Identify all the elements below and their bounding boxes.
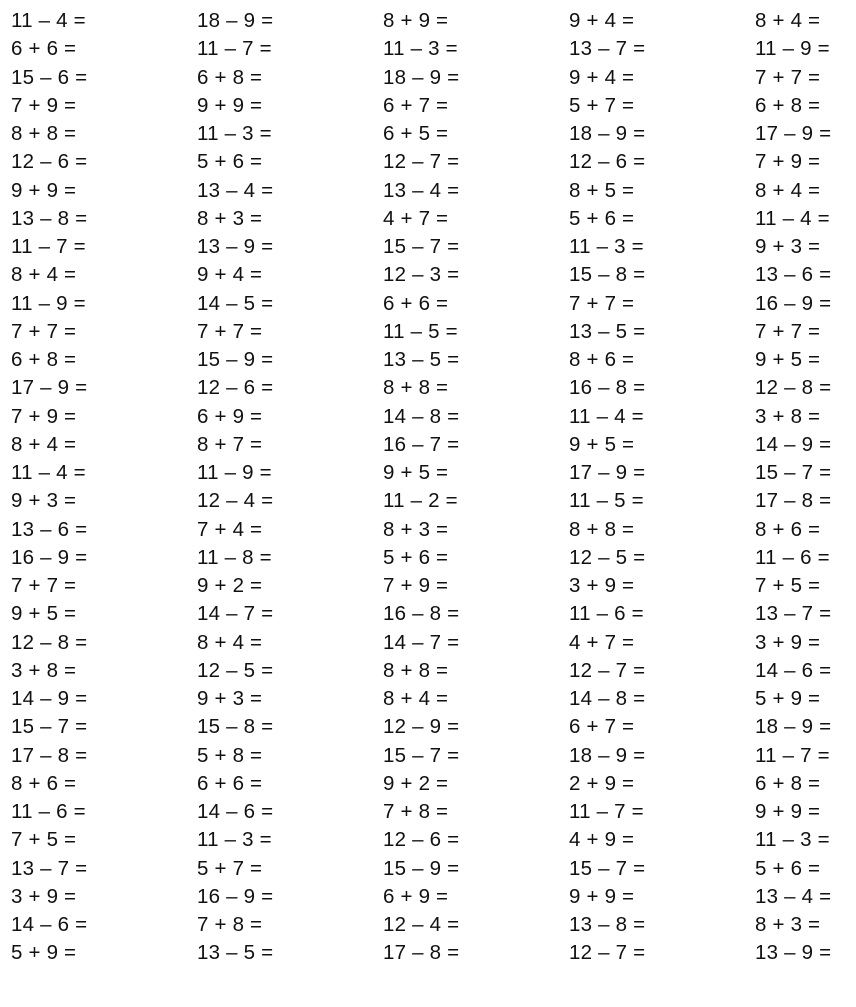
math-problem: 6 + 9 = <box>383 884 449 908</box>
math-problem: 9 + 9 = <box>197 93 263 117</box>
math-problem: 7 + 7 = <box>569 291 635 315</box>
math-problem: 7 + 7 = <box>755 319 821 343</box>
math-problem: 8 + 3 = <box>755 913 821 936</box>
math-problem: 11 – 4 = <box>569 404 644 428</box>
math-problem: 12 – 4 = <box>383 913 460 936</box>
math-problem: 6 + 6 = <box>383 291 449 315</box>
math-problem: 4 + 9 = <box>569 828 635 852</box>
math-problem: 9 + 5 = <box>383 461 449 484</box>
math-problem: 11 – 3 = <box>755 828 830 852</box>
math-problem: 16 – 8 = <box>383 602 460 626</box>
math-problem: 4 + 7 = <box>383 206 449 230</box>
math-problem: 8 + 4 = <box>11 263 77 287</box>
math-problem: 13 – 8 = <box>569 913 646 936</box>
math-problem: 12 – 4 = <box>197 489 274 513</box>
math-problem: 11 – 9 = <box>197 461 272 484</box>
math-problem: 12 – 5 = <box>569 545 646 569</box>
math-problem: 12 – 3 = <box>383 263 460 287</box>
math-problem: 14 – 9 = <box>755 432 832 456</box>
math-problem: 14 – 6 = <box>11 913 88 936</box>
math-problem: 8 + 7 = <box>197 432 263 456</box>
math-problem: 13 – 4 = <box>383 178 460 202</box>
math-problem: 5 + 6 = <box>383 545 449 569</box>
math-problem: 6 + 8 = <box>11 348 77 371</box>
math-problem: 11 – 9 = <box>755 37 830 61</box>
math-problem: 9 + 3 = <box>197 687 263 710</box>
math-problem: 9 + 5 = <box>569 432 635 456</box>
math-problem: 12 – 6 = <box>197 376 274 400</box>
math-problem: 7 + 5 = <box>755 574 821 597</box>
math-problem: 11 – 7 = <box>11 235 86 258</box>
math-problem: 11 – 7 = <box>755 743 830 767</box>
math-problem: 7 + 9 = <box>11 404 77 428</box>
math-problem: 3 + 9 = <box>755 630 821 654</box>
math-problem: 5 + 6 = <box>755 856 821 880</box>
math-problem: 11 – 4 = <box>11 461 86 484</box>
math-problem: 14 – 6 = <box>197 800 274 823</box>
math-problem: 9 + 3 = <box>11 489 77 513</box>
math-problem: 11 – 5 = <box>569 489 644 513</box>
math-problem: 15 – 7 = <box>383 235 460 258</box>
math-problem: 5 + 9 = <box>755 687 821 710</box>
math-problem: 12 – 6 = <box>11 150 88 174</box>
math-problem: 6 + 8 = <box>755 93 821 117</box>
math-problem: 12 – 9 = <box>383 715 460 739</box>
math-problem: 6 + 9 = <box>197 404 263 428</box>
math-problem: 2 + 9 = <box>569 771 635 795</box>
math-problem: 16 – 9 = <box>197 884 274 908</box>
math-problem: 17 – 9 = <box>11 376 88 400</box>
math-problem: 8 + 4 = <box>11 432 77 456</box>
math-problem: 15 – 7 = <box>11 715 88 739</box>
math-problem: 13 – 7 = <box>755 602 832 626</box>
math-problem: 12 – 7 = <box>383 150 460 174</box>
math-problem: 16 – 8 = <box>569 376 646 400</box>
math-problem: 8 + 8 = <box>569 517 635 541</box>
math-problem: 11 – 6 = <box>11 800 86 823</box>
math-problem: 13 – 5 = <box>197 941 274 965</box>
math-problem: 12 – 8 = <box>755 376 832 400</box>
math-problem: 15 – 8 = <box>197 715 274 739</box>
worksheet-grid <box>0 7 856 968</box>
math-problem: 9 + 2 = <box>197 574 263 597</box>
math-problem: 7 + 9 = <box>383 574 449 597</box>
math-problem: 15 – 9 = <box>197 348 274 371</box>
math-problem: 9 + 4 = <box>197 263 263 287</box>
math-problem: 16 – 9 = <box>755 291 832 315</box>
math-problem: 18 – 9 = <box>569 743 646 767</box>
math-problem: 8 + 8 = <box>11 122 77 145</box>
math-problem: 13 – 9 = <box>755 941 832 965</box>
math-problem: 7 + 8 = <box>197 913 263 936</box>
math-problem: 8 + 5 = <box>569 178 635 202</box>
math-problem: 13 – 4 = <box>755 884 832 908</box>
math-problem: 5 + 6 = <box>197 150 263 174</box>
math-problem: 14 – 7 = <box>383 630 460 654</box>
math-problem: 13 – 6 = <box>11 517 88 541</box>
math-problem: 18 – 9 = <box>383 65 460 89</box>
math-problem: 9 + 3 = <box>755 235 821 258</box>
math-problem: 11 – 2 = <box>383 489 458 513</box>
math-problem: 11 – 6 = <box>755 545 830 569</box>
math-problem: 8 + 3 = <box>197 206 263 230</box>
math-problem: 8 + 9 = <box>383 9 449 32</box>
math-problem: 11 – 7 = <box>569 800 644 823</box>
math-problem: 15 – 7 = <box>383 743 460 767</box>
math-problem: 8 + 6 = <box>11 771 77 795</box>
math-problem: 11 – 9 = <box>11 291 86 315</box>
math-problem: 11 – 3 = <box>383 37 458 61</box>
math-problem: 15 – 7 = <box>755 461 832 484</box>
math-problem: 14 – 7 = <box>197 602 274 626</box>
math-problem: 13 – 7 = <box>569 37 646 61</box>
math-problem: 17 – 9 = <box>755 122 832 145</box>
math-problem: 13 – 8 = <box>11 206 88 230</box>
math-problem: 6 + 5 = <box>383 122 449 145</box>
math-problem: 3 + 9 = <box>11 884 77 908</box>
math-problem: 14 – 6 = <box>755 658 832 682</box>
math-problem: 4 + 7 = <box>569 630 635 654</box>
math-problem: 13 – 5 = <box>383 348 460 371</box>
math-problem: 11 – 7 = <box>197 37 272 61</box>
math-problem: 12 – 5 = <box>197 658 274 682</box>
math-problem: 6 + 8 = <box>755 771 821 795</box>
math-problem: 18 – 9 = <box>569 122 646 145</box>
math-problem: 16 – 7 = <box>383 432 460 456</box>
math-problem: 17 – 9 = <box>569 461 646 484</box>
math-problem: 9 + 4 = <box>569 65 635 89</box>
math-problem: 11 – 4 = <box>755 206 830 230</box>
math-problem: 5 + 7 = <box>569 93 635 117</box>
math-problem: 7 + 4 = <box>197 517 263 541</box>
math-problem: 5 + 7 = <box>197 856 263 880</box>
math-problem: 7 + 5 = <box>11 828 77 852</box>
math-problem: 16 – 9 = <box>11 545 88 569</box>
math-problem: 8 + 3 = <box>383 517 449 541</box>
math-problem: 12 – 6 = <box>383 828 460 852</box>
math-problem: 8 + 8 = <box>383 376 449 400</box>
math-problem: 11 – 4 = <box>11 9 86 32</box>
math-problem: 15 – 6 = <box>11 65 88 89</box>
math-problem: 14 – 8 = <box>569 687 646 710</box>
math-problem: 7 + 7 = <box>197 319 263 343</box>
math-problem: 11 – 6 = <box>569 602 644 626</box>
math-problem: 7 + 7 = <box>11 319 77 343</box>
math-problem: 11 – 8 = <box>197 545 272 569</box>
math-problem: 8 + 4 = <box>197 630 263 654</box>
math-problem: 3 + 8 = <box>755 404 821 428</box>
math-problem: 9 + 9 = <box>11 178 77 202</box>
math-problem: 9 + 5 = <box>11 602 77 626</box>
math-problem: 15 – 9 = <box>383 856 460 880</box>
math-problem: 9 + 2 = <box>383 771 449 795</box>
math-problem: 12 – 8 = <box>11 630 88 654</box>
math-problem: 13 – 6 = <box>755 263 832 287</box>
math-problem: 6 + 7 = <box>383 93 449 117</box>
math-problem: 17 – 8 = <box>383 941 460 965</box>
math-problem: 13 – 4 = <box>197 178 274 202</box>
math-problem: 6 + 8 = <box>197 65 263 89</box>
math-problem: 13 – 5 = <box>569 319 646 343</box>
math-problem: 8 + 4 = <box>383 687 449 710</box>
math-problem: 13 – 9 = <box>197 235 274 258</box>
math-problem: 9 + 9 = <box>755 800 821 823</box>
math-problem: 13 – 7 = <box>11 856 88 880</box>
math-problem: 7 + 7 = <box>755 65 821 89</box>
math-problem: 14 – 8 = <box>383 404 460 428</box>
math-problem: 5 + 6 = <box>569 206 635 230</box>
math-problem: 8 + 8 = <box>383 658 449 682</box>
math-problem: 17 – 8 = <box>11 743 88 767</box>
math-problem: 14 – 5 = <box>197 291 274 315</box>
math-problem: 7 + 8 = <box>383 800 449 823</box>
math-problem: 11 – 3 = <box>569 235 644 258</box>
math-problem: 18 – 9 = <box>197 9 274 32</box>
math-problem: 7 + 9 = <box>755 150 821 174</box>
math-problem: 11 – 5 = <box>383 319 458 343</box>
math-problem: 6 + 7 = <box>569 715 635 739</box>
math-problem: 14 – 9 = <box>11 687 88 710</box>
math-problem: 15 – 8 = <box>569 263 646 287</box>
math-problem: 6 + 6 = <box>11 37 77 61</box>
math-problem: 8 + 6 = <box>755 517 821 541</box>
math-problem: 5 + 8 = <box>197 743 263 767</box>
math-problem: 6 + 6 = <box>197 771 263 795</box>
math-problem: 17 – 8 = <box>755 489 832 513</box>
math-problem: 8 + 4 = <box>755 9 821 32</box>
math-problem: 15 – 7 = <box>569 856 646 880</box>
math-problem: 9 + 4 = <box>569 9 635 32</box>
math-problem: 12 – 6 = <box>569 150 646 174</box>
math-problem: 12 – 7 = <box>569 941 646 965</box>
math-problem: 8 + 4 = <box>755 178 821 202</box>
math-problem: 11 – 3 = <box>197 122 272 145</box>
math-problem: 18 – 9 = <box>755 715 832 739</box>
math-problem: 3 + 8 = <box>11 658 77 682</box>
math-problem: 8 + 6 = <box>569 348 635 371</box>
math-problem: 3 + 9 = <box>569 574 635 597</box>
math-problem: 9 + 9 = <box>569 884 635 908</box>
math-problem: 12 – 7 = <box>569 658 646 682</box>
math-problem: 7 + 7 = <box>11 574 77 597</box>
math-problem: 7 + 9 = <box>11 93 77 117</box>
math-problem: 5 + 9 = <box>11 941 77 965</box>
math-problem: 11 – 3 = <box>197 828 272 852</box>
math-problem: 9 + 5 = <box>755 348 821 371</box>
